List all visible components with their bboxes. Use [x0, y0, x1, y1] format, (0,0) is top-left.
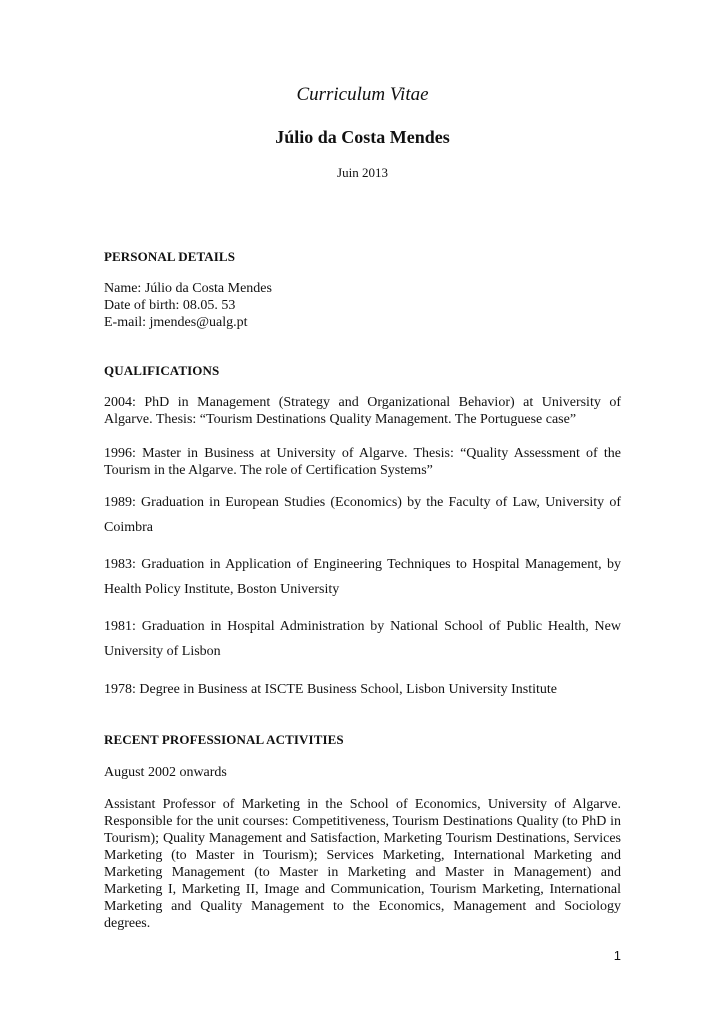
- personal-birth-line: Date of birth: 08.05. 53: [104, 298, 236, 313]
- qualification-item: 1978: Degree in Business at ISCTE Business School, Lisbon University Institute: [104, 682, 558, 697]
- page-number: 1: [613, 948, 621, 963]
- personal-details-heading: PERSONAL DETAILS: [104, 249, 236, 264]
- qualification-item: 1989: Graduation in European Studies (Economics) by the Faculty of Law, University of Coimbra: [104, 495, 621, 535]
- person-name: Júlio da Costa Mendes: [275, 127, 450, 147]
- qualification-item: 1996: Master in Business at University of Algarve. Thesis: “Quality Assessment of the Tourism in the Algarve. The role of Certification Systems”: [104, 446, 621, 478]
- personal-details-section: [104, 280, 621, 331]
- personal-email-line: E-mail: jmendes@ualg.pt: [104, 315, 248, 330]
- qualification-item: 1983: Graduation in Application of Engineering Techniques to Hospital Management, by Health Policy Institute, Boston University: [104, 557, 621, 597]
- personal-name-line: Name: Júlio da Costa Mendes: [104, 281, 272, 296]
- qualifications-heading: QUALIFICATIONS: [104, 363, 220, 378]
- document-date: Juin 2013: [337, 165, 388, 180]
- activities-description: Assistant Professor of Marketing in the School of Economics, University of Algarve. Responsible for the unit courses: Competitiveness, Tourism Destinations Quality (to PhD in Tourism); Quality Management and Satisfaction, Marketing Tourism Destinations, Services Marketing (to Master in Tourism); Services Marketing, International Marketing and Marketing Management (to Master in Marketing and Master in Management) and Marketing I, Marketing II, Image and Communication, Tourism Marketing, International Marketing and Quality Management to the Economics, Management and Sociology degrees.: [104, 797, 621, 931]
- qualification-item: 2004: PhD in Management (Strategy and Organizational Behavior) at University of Algarve. Thesis: “Tourism Destinations Quality Management. The Portuguese case”: [104, 395, 621, 427]
- activities-heading: RECENT PROFESSIONAL ACTIVITIES: [104, 732, 344, 747]
- document-title: Curriculum Vitae: [296, 84, 429, 105]
- activities-period: August 2002 onwards: [104, 765, 227, 780]
- qualification-item: 1981: Graduation in Hospital Administration by National School of Public Health, New University of Lisbon: [104, 619, 621, 659]
